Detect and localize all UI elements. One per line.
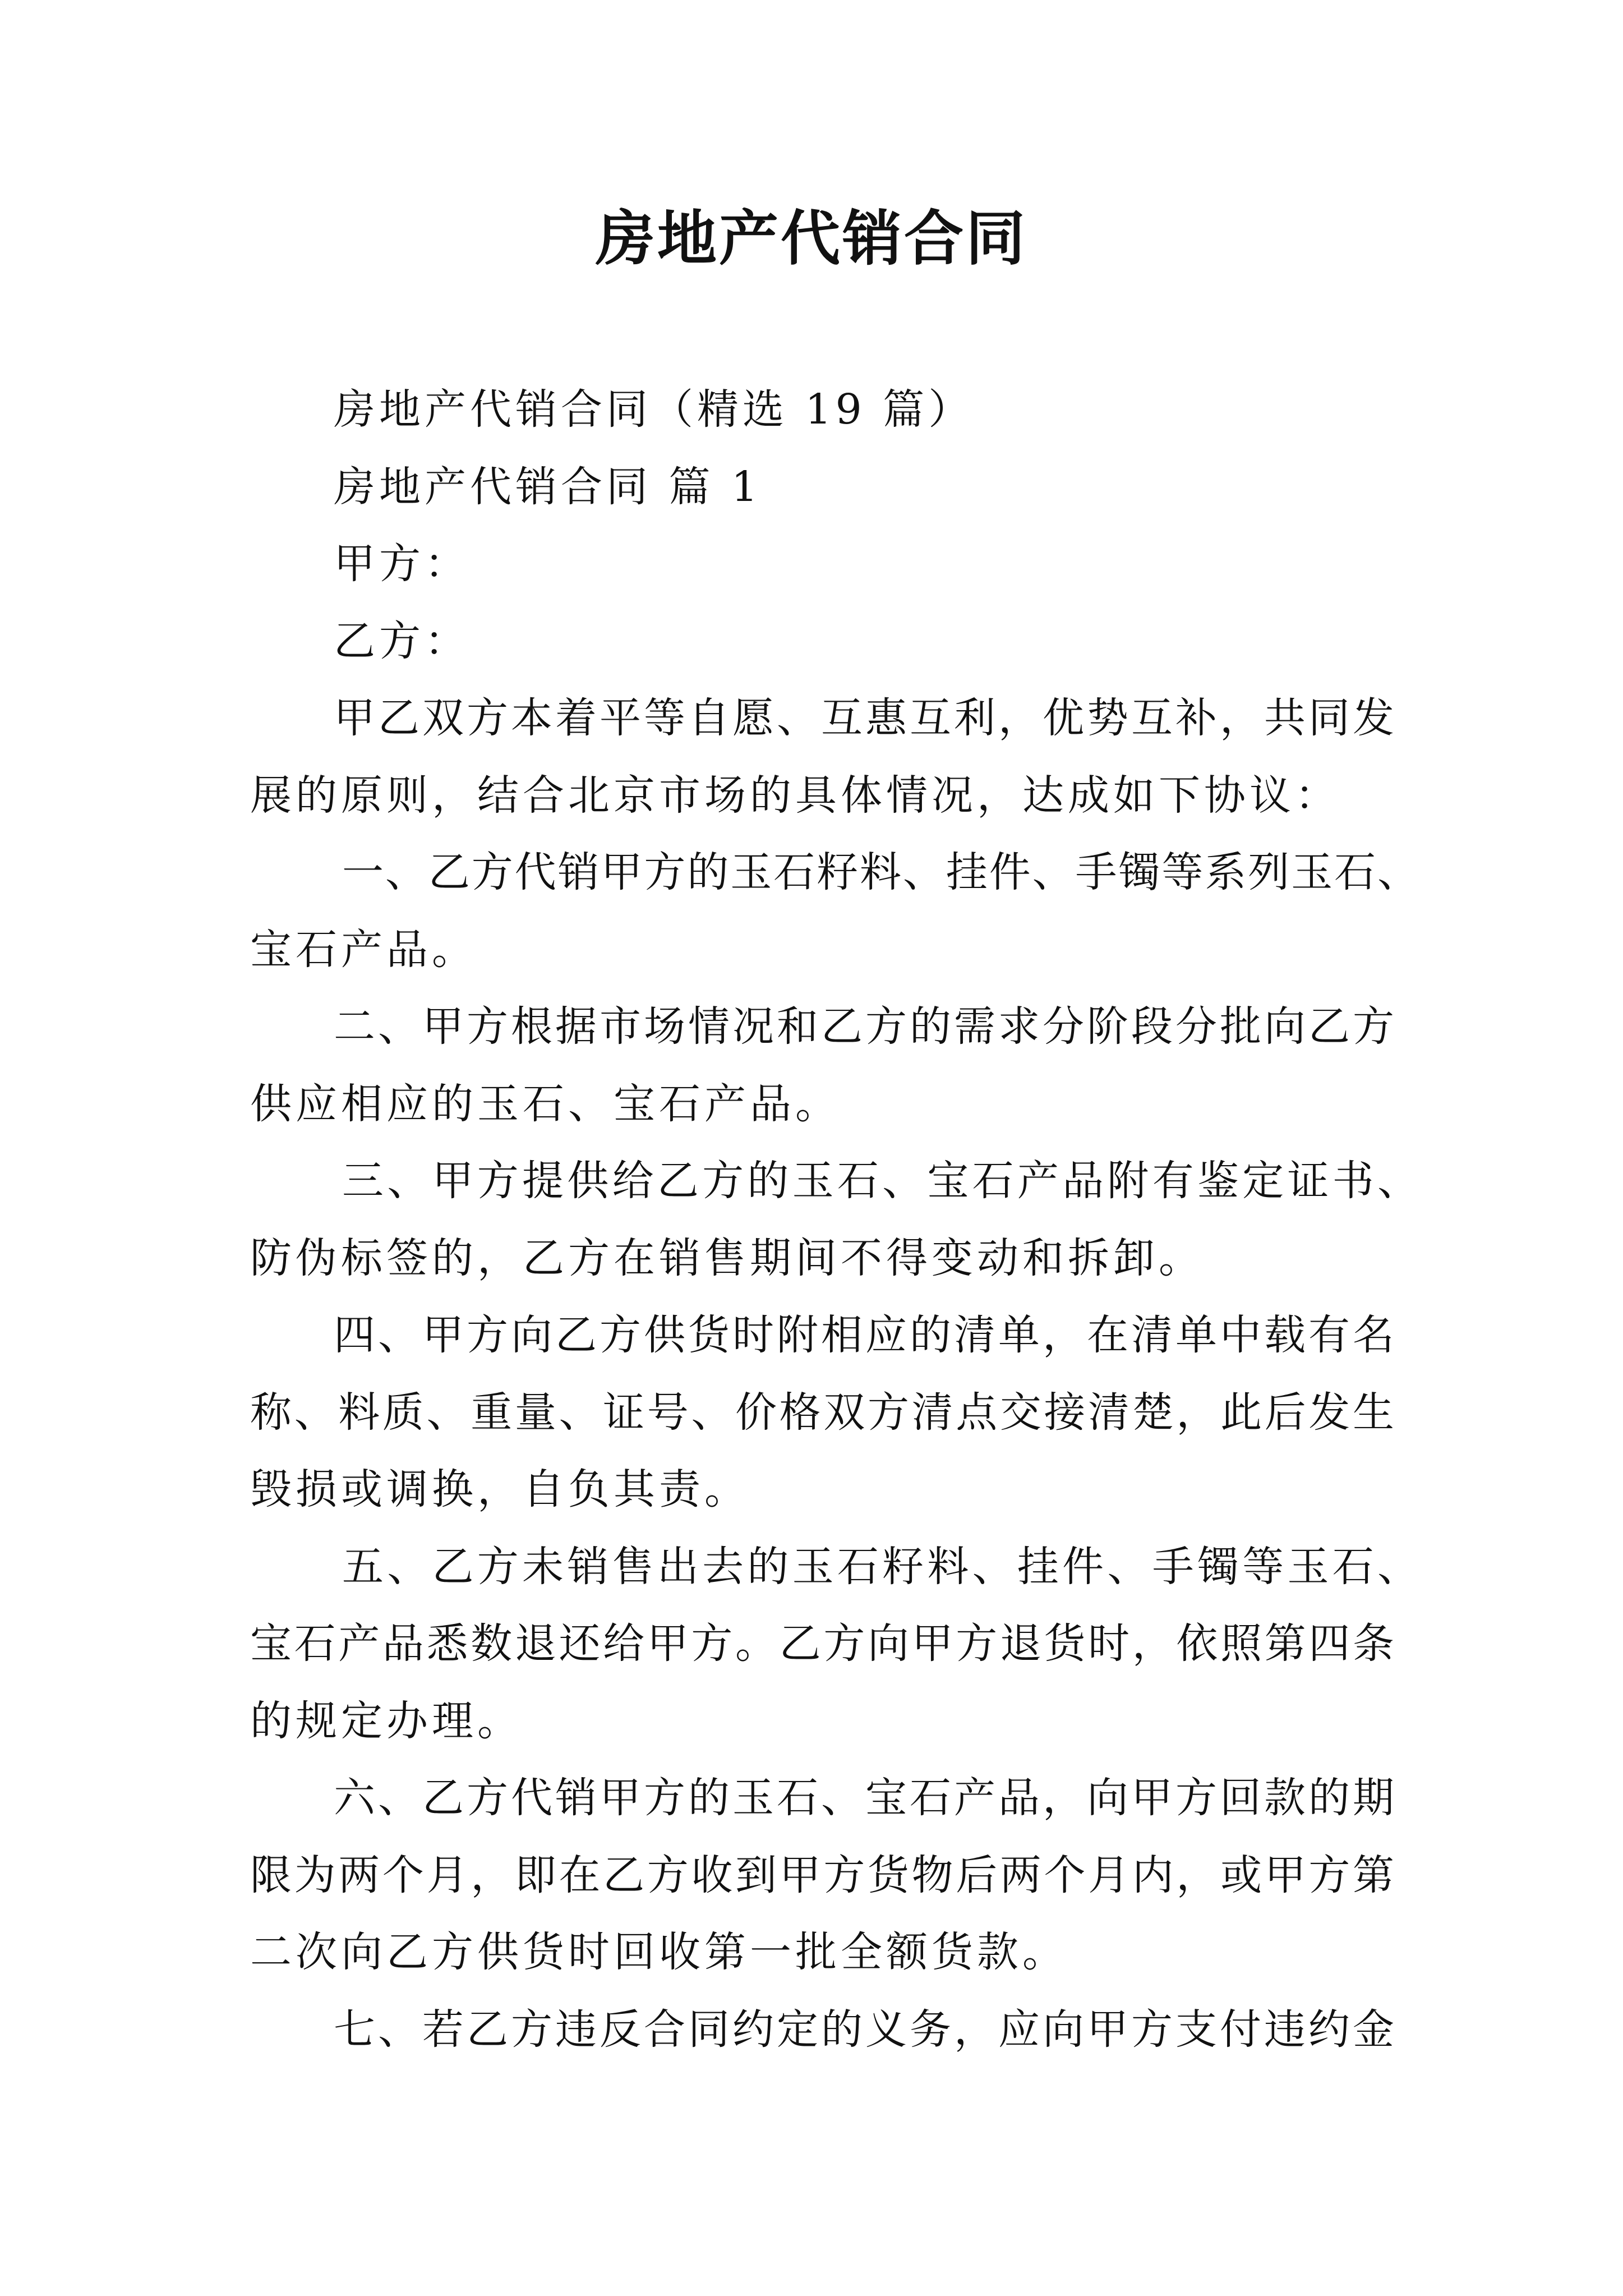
clause-5-line: 的规定办理。 (250, 1697, 523, 1745)
clause-2-line: 供应相应的玉石、宝石产品。 (250, 1080, 841, 1128)
section-heading: 房地产代销合同 篇 1 (334, 463, 762, 511)
clause-7-line: 七、若乙方违反合同约定的义务，应向甲方支付违约金 (334, 2005, 1394, 2054)
clause-6-line: 限为两个月，即在乙方收到甲方货物后两个月内，或甲方第 (250, 1851, 1394, 1899)
clause-2-line: 二、甲方根据市场情况和乙方的需求分阶段分批向乙方 (334, 1002, 1394, 1051)
clause-6-line: 六、乙方代销甲方的玉石、宝石产品，向甲方回款的期 (334, 1774, 1394, 1822)
clause-4-line: 毁损或调换，自负其责。 (250, 1465, 750, 1513)
clause-5-line: 宝石产品悉数退还给甲方。乙方向甲方退货时，依照第四条 (250, 1619, 1394, 1668)
clause-6-line: 二次向乙方供货时回收第一批全额货款。 (250, 1928, 1068, 1976)
clause-1-line: 一、乙方代销甲方的玉石籽料、挂件、手镯等系列玉石、 (342, 848, 1419, 896)
paragraph-line: 展的原则，结合北京市场的具体情况，达成如下协议： (250, 771, 1340, 820)
document-title: 房地产代销合同 (596, 203, 1027, 273)
clause-4-line: 称、料质、重量、证号、价格双方清点交接清楚，此后发生 (250, 1388, 1394, 1437)
party-a-label: 甲方： (334, 540, 470, 588)
clause-4-line: 四、甲方向乙方供货时附相应的清单，在清单中载有名 (334, 1311, 1394, 1359)
clause-3-line: 防伪标签的，乙方在销售期间不得变动和拆卸。 (250, 1234, 1204, 1282)
paragraph-line: 甲乙双方本着平等自愿、互惠互利，优势互补，共同发 (334, 694, 1394, 742)
party-b-label: 乙方： (334, 617, 470, 665)
clause-3-line: 三、甲方提供给乙方的玉石、宝石产品附有鉴定证书、 (342, 1157, 1419, 1205)
document-subtitle: 房地产代销合同（精选 19 篇） (334, 385, 974, 434)
clause-5-line: 五、乙方未销售出去的玉石籽料、挂件、手镯等玉石、 (342, 1543, 1419, 1591)
clause-1-line: 宝石产品。 (250, 926, 477, 974)
